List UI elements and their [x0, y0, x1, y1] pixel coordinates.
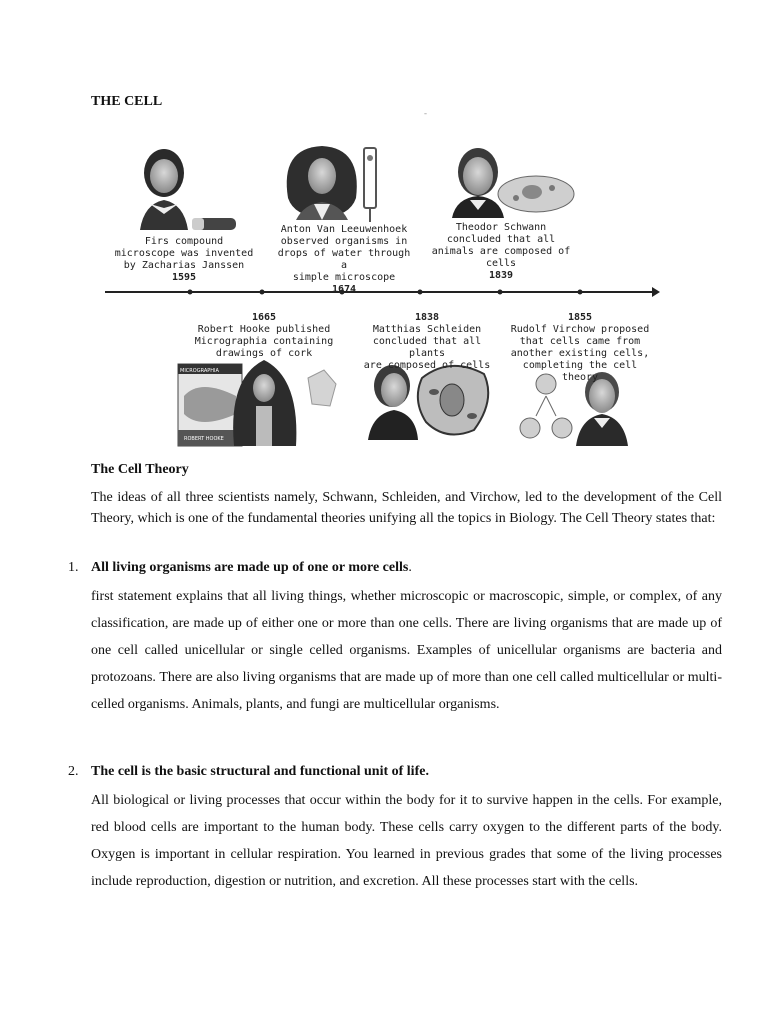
schwann-portrait [452, 148, 504, 218]
book-title: MICROGRAPHIA [180, 368, 219, 374]
event-year: 1674 [331, 284, 357, 295]
event-caption: Firs compound microscope was invented by Zacharias Janssen [114, 236, 254, 271]
event-1595 [114, 236, 254, 284]
tick-1595 [188, 290, 193, 295]
event-caption: Anton Van Leeuwenhoek observed organisms in drops of water through a simple microscope [277, 224, 411, 283]
event-year: 1665 [251, 312, 277, 323]
microscope-tube-icon [192, 218, 236, 230]
schleiden-portrait [368, 365, 418, 440]
event-year: 1839 [488, 270, 514, 281]
plant-cell-icon [418, 366, 488, 435]
event-1674 [272, 224, 416, 296]
page-title: THE CELL [91, 94, 163, 109]
book-author: ROBERT HOOKE [184, 436, 224, 442]
item-number: 1. [68, 560, 79, 575]
figure-mark: - [424, 108, 427, 118]
section-intro: The ideas of all three scientists namely, Schwann, Schleiden, and Virchow, led to the development of the Cell Theory, which is one of the fundamental theories unifying all the topics in Biology. The Cell Theory states that: [91, 490, 722, 526]
simple-microscope-icon [364, 148, 376, 222]
event-1839 [430, 222, 572, 282]
event-year: 1595 [171, 272, 197, 283]
janssen-portrait [140, 149, 188, 230]
event-1838 [354, 312, 500, 372]
tick-1838 [418, 290, 423, 295]
micrographia-book [178, 364, 242, 446]
timeline-arrow-icon [652, 287, 660, 297]
item-number: 2. [68, 764, 79, 779]
event-caption: Rudolf Virchow proposed that cells came from another existing cells, completing the cell theory [510, 324, 650, 383]
event-1855 [506, 312, 654, 384]
tick-1855 [578, 290, 583, 295]
item-heading-suffix: . [408, 560, 412, 575]
cell-theory-timeline [100, 138, 660, 450]
tick-1839 [498, 290, 503, 295]
item-heading-1 [91, 560, 412, 576]
item-heading-text: The cell is the basic structural and functional unit of life. [91, 764, 429, 779]
event-caption: Theodor Schwann concluded that all animals are composed of cells [431, 222, 571, 269]
event-caption: Robert Hooke published Micrographia containing drawings of cork [194, 324, 334, 359]
event-1665 [194, 312, 334, 360]
tick-1665 [260, 290, 265, 295]
hooke-portrait [233, 360, 296, 446]
leeuwenhoek-portrait [287, 146, 357, 220]
event-year: 1855 [567, 312, 593, 323]
event-caption: Matthias Schleiden concluded that all plants are composed of cells [363, 324, 491, 371]
cork-drawing-icon [308, 370, 336, 406]
event-year: 1838 [414, 312, 440, 323]
animal-cell-icon [498, 176, 574, 212]
section-heading: The Cell Theory [91, 462, 189, 477]
item-heading-text: All living organisms are made up of one or more cells [91, 560, 409, 575]
item-heading-2 [91, 764, 429, 780]
item-body-2: All biological or living processes that occur within the body for it to survive happen in the cells. For example, red blood cells are important to the human body. These cells carry oxygen to the different parts of the body. Oxygen is important in cellular respiration. You learned in previous grades that some of the living processes include reproduction, digestion or nutrition, and excretion. All these processes start with the cells. [91, 793, 722, 889]
item-body-1: first statement explains that all living things, whether microscopic or macroscopic, simple, or complex, of any classification, are made up of either one or more than one cells. There are living organisms that are made up of one cell called unicellular or single celled organisms. Examples of unicellular organisms are bacteria and protozoans. There are also living organisms that are made up of more than one cell called multicellular or multi-celled organisms. Animals, plants, and fungi are multicellular organisms. [91, 589, 722, 712]
